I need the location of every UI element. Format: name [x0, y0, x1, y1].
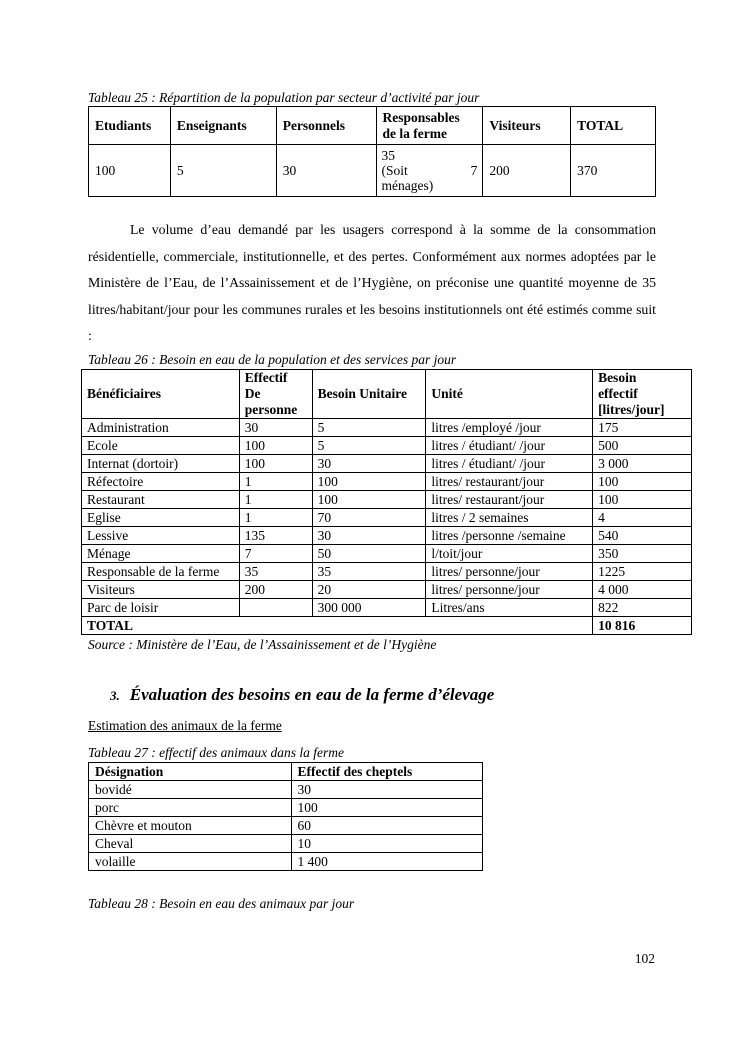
table-row	[82, 599, 692, 617]
cell: litres/ restaurant/jour	[426, 491, 593, 509]
cell: 5	[312, 419, 426, 437]
cell: litres /employé /jour	[426, 419, 593, 437]
cell: 350	[593, 545, 692, 563]
table-row	[82, 455, 692, 473]
table-row	[82, 545, 692, 563]
cell: Cheval	[89, 835, 292, 853]
cell: bovidé	[89, 781, 292, 799]
table26-caption: Tableau 26 : Besoin en eau de la population et des services par jour	[88, 352, 457, 367]
table26	[81, 369, 692, 635]
table26-header-besoin-unitaire: Besoin Unitaire	[312, 370, 426, 419]
cell: Parc de loisir	[82, 599, 240, 617]
cell: Internat (dortoir)	[82, 455, 240, 473]
table25-row	[89, 145, 656, 197]
table-row	[89, 781, 483, 799]
cell: Lessive	[82, 527, 240, 545]
cell: Litres/ans	[426, 599, 593, 617]
table-row	[82, 491, 692, 509]
cell: 3 000	[593, 455, 692, 473]
cell: litres / 2 semaines	[426, 509, 593, 527]
cell: 5	[312, 437, 426, 455]
table27	[88, 762, 483, 871]
cell: 822	[593, 599, 692, 617]
cell: 7	[239, 545, 312, 563]
cell: litres/ personne/jour	[426, 581, 593, 599]
table-row	[82, 509, 692, 527]
header-line: Besoin	[598, 370, 637, 385]
table-row	[89, 799, 483, 817]
cell: l/toit/jour	[426, 545, 593, 563]
cell: Chèvre et mouton	[89, 817, 292, 835]
table26-header-row	[82, 370, 692, 419]
header-line: De	[244, 386, 261, 401]
table25-header: Responsables de la ferme	[376, 107, 483, 145]
cell: litres/ restaurant/jour	[426, 473, 593, 491]
cell: Responsable de la ferme	[82, 563, 240, 581]
table25-header: Etudiants	[89, 107, 171, 145]
body-paragraph	[88, 217, 656, 350]
table25-header: Enseignants	[170, 107, 276, 145]
table27-header: Désignation	[89, 763, 292, 781]
cell	[239, 599, 312, 617]
table25-cell: 200	[483, 145, 571, 197]
cell: litres / étudiant/ /jour	[426, 437, 593, 455]
cell: 35	[312, 563, 426, 581]
table25	[88, 106, 656, 197]
cell: 1	[239, 509, 312, 527]
ferme-line1: 35	[381, 148, 395, 163]
section-heading	[110, 685, 494, 705]
table26-header-besoin-effectif	[593, 370, 692, 419]
table-row	[82, 419, 692, 437]
table26-header-unite: Unité	[426, 370, 593, 419]
table25-header: Visiteurs	[483, 107, 571, 145]
table25-header: Personnels	[276, 107, 376, 145]
cell: litres/ personne/jour	[426, 563, 593, 581]
section-title: Évaluation des besoins en eau de la ferme d’élevage	[129, 685, 495, 704]
cell: 100	[239, 455, 312, 473]
cell: Restaurant	[82, 491, 240, 509]
total-value: 10 816	[593, 617, 692, 635]
cell: 300 000	[312, 599, 426, 617]
cell: 540	[593, 527, 692, 545]
cell: 20	[312, 581, 426, 599]
section-subtitle: Estimation des animaux de la ferme	[88, 718, 282, 733]
table26-header-beneficiaires: Bénéficiaires	[82, 370, 240, 419]
cell: 30	[312, 455, 426, 473]
cell: 30	[239, 419, 312, 437]
cell: 100	[312, 491, 426, 509]
ferme-line2a: (Soit	[381, 163, 408, 178]
cell: 200	[239, 581, 312, 599]
cell: 1225	[593, 563, 692, 581]
cell: 1 400	[291, 853, 482, 871]
table-row	[89, 817, 483, 835]
cell: volaille	[89, 853, 292, 871]
table25-cell: 370	[571, 145, 656, 197]
cell: porc	[89, 799, 292, 817]
cell: 500	[593, 437, 692, 455]
ferme-line3: ménages)	[381, 178, 434, 193]
total-label: TOTAL	[82, 617, 593, 635]
table26-header-effectif	[239, 370, 312, 419]
table25-cell: 100	[89, 145, 171, 197]
cell: 50	[312, 545, 426, 563]
cell: 70	[312, 509, 426, 527]
table28-caption: Tableau 28 : Besoin en eau des animaux par jour	[88, 896, 355, 911]
cell: 1	[239, 473, 312, 491]
table27-header-row	[89, 763, 483, 781]
table-row	[82, 527, 692, 545]
cell: 100	[312, 473, 426, 491]
table-row	[82, 563, 692, 581]
cell: Réfectoire	[82, 473, 240, 491]
paragraph-text: Le volume d’eau demandé par les usagers correspond à la somme de la consommation résidentielle, commerciale, institutionnelle, et des pertes. Conformément aux normes adoptées par le Ministère de l’Eau, de l’Assainissement et de l’Hygiène, on préconise une quantité moyenne de 35 litres/habitant/jour pour les communes rurales et les besoins institutionnels ont été estimés comme suit :	[88, 222, 656, 343]
section-number: 3.	[110, 688, 120, 703]
cell: 1	[239, 491, 312, 509]
table25-caption: Tableau 25 : Répartition de la population par secteur d’activité par jour	[88, 90, 480, 105]
cell: Ménage	[82, 545, 240, 563]
cell: 60	[291, 817, 482, 835]
table25-header-row	[89, 107, 656, 145]
table-row	[89, 835, 483, 853]
table26-body	[82, 419, 692, 635]
table25-header: TOTAL	[571, 107, 656, 145]
cell: 35	[239, 563, 312, 581]
table25-cell-ferme	[376, 145, 483, 197]
cell: litres / étudiant/ /jour	[426, 455, 593, 473]
table25-cell: 30	[276, 145, 376, 197]
ferme-line2	[382, 163, 478, 178]
table-row	[82, 437, 692, 455]
header-line: Effectif	[244, 370, 288, 385]
cell: 30	[291, 781, 482, 799]
cell: 100	[239, 437, 312, 455]
cell: 30	[312, 527, 426, 545]
cell: 100	[593, 473, 692, 491]
cell: 100	[291, 799, 482, 817]
table-row	[82, 581, 692, 599]
table27-caption: Tableau 27 : effectif des animaux dans la ferme	[88, 745, 344, 760]
cell: Visiteurs	[82, 581, 240, 599]
table26-total-row	[82, 617, 692, 635]
cell: 4 000	[593, 581, 692, 599]
table27-header: Effectif des cheptels	[291, 763, 482, 781]
table-row	[89, 853, 483, 871]
cell: Eglise	[82, 509, 240, 527]
header-line: [litres/jour]	[598, 402, 665, 417]
cell: 4	[593, 509, 692, 527]
cell: Ecole	[82, 437, 240, 455]
cell: litres /personne /semaine	[426, 527, 593, 545]
cell: Administration	[82, 419, 240, 437]
table25-cell: 5	[170, 145, 276, 197]
header-line: personne	[244, 402, 298, 417]
header-line: effectif	[598, 386, 638, 401]
cell: 10	[291, 835, 482, 853]
cell: 100	[593, 491, 692, 509]
table-row	[82, 473, 692, 491]
table26-source: Source : Ministère de l’Eau, de l’Assainissement et de l’Hygiène	[88, 637, 437, 652]
cell: 175	[593, 419, 692, 437]
page-number: 102	[634, 951, 655, 966]
ferme-line2b: 7	[470, 163, 478, 178]
cell: 135	[239, 527, 312, 545]
